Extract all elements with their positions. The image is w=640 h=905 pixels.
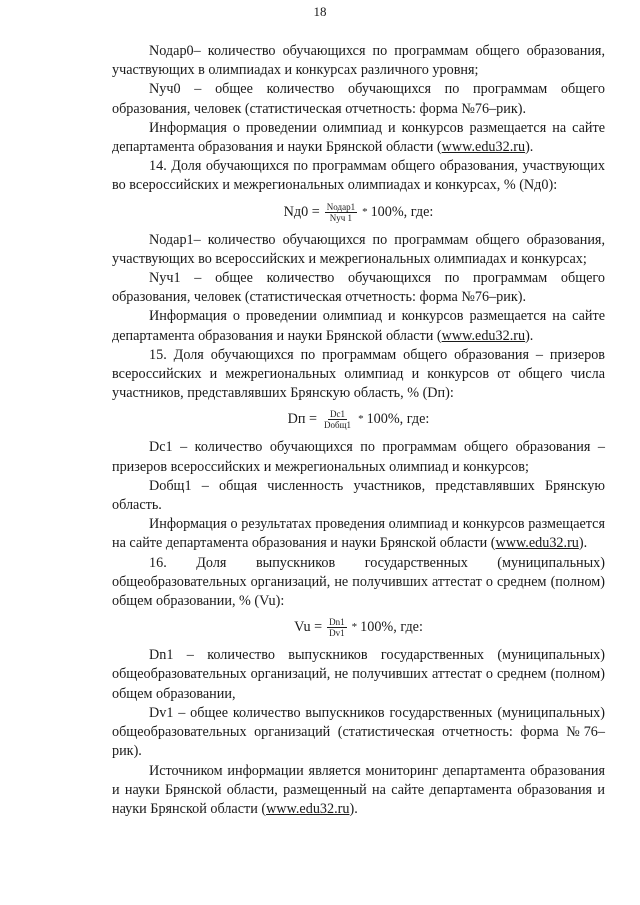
paragraph-text-end: ).	[349, 800, 358, 817]
formula-lhs: Nд0 =	[283, 203, 320, 220]
formula-vu	[112, 617, 605, 638]
formula-rhs: 100%, где:	[360, 619, 423, 636]
paragraph-dc1: Dс1 – количество обучающихся по программам общего образования – призеров всероссийских и межрегиональных олимпиад и конкурсов;	[112, 439, 605, 475]
paragraph-item-15: 15. Доля обучающихся по программам общего образования – призеров всероссийских и межрегиональных олимпиад и конкурсов от общего числа участников, представлявших Брянскую область, % (Dп):	[112, 346, 605, 402]
paragraph-info-olympiads-1	[112, 119, 605, 157]
paragraph-info-results	[112, 515, 605, 553]
paragraph-item-14: 14. Доля обучающихся по программам общего образования, участвующих во всероссийских и межрегиональных олимпиадах и конкурсах, % (Nд0):	[112, 158, 605, 194]
paragraph-text: Источником информации является мониторинг департамента образования и науки Брянской области, размещенный на сайте департамента образования и науки Брянской области (	[112, 762, 605, 817]
paragraph-text-end: ).	[578, 535, 588, 552]
paragraph-text-end: ).	[525, 139, 534, 156]
formula-lhs: Vu =	[294, 619, 323, 636]
formula-times: *	[351, 621, 358, 634]
website-link[interactable]: www.edu32.ru	[441, 327, 526, 344]
document-body	[112, 42, 605, 819]
paragraph-text-end: ).	[525, 327, 534, 344]
paragraph-nuch1: Nуч1 – общее количество обучающихся по программам общего образования, человек (статистическая отчетность: форма №76–рик).	[112, 270, 605, 306]
page-number: 18	[313, 4, 327, 19]
formula-fraction	[325, 202, 357, 223]
paragraph-text: Информация о проведении олимпиад и конкурсов размещается на сайте департамента образования и науки Брянской области (	[112, 308, 605, 344]
formula-lhs: Dп =	[287, 411, 318, 428]
formula-denominator: Dобщ1	[324, 420, 352, 431]
paragraph-text: Информация о результатах проведения олимпиад и конкурсов размещается на сайте департамента образования и науки Брянской области (	[112, 516, 605, 552]
website-link[interactable]: www.edu32.ru	[266, 800, 350, 817]
formula-nd0	[112, 202, 605, 223]
formula-rhs: 100%, где:	[366, 411, 430, 428]
formula-rhs: 100%, где:	[370, 203, 434, 220]
paragraph-nodar1: Nодар1– количество обучающихся по программам общего образования, участвующих во всероссийских и межрегиональных олимпиадах и конкурсах;	[112, 231, 605, 267]
formula-dp	[112, 409, 605, 430]
paragraph-item-16: 16. Доля выпускников государственных (муниципальных) общеобразовательных организаций, не получивших аттестат о среднем (полном) общем образовании, % (Vu):	[112, 554, 605, 610]
formula-times: *	[358, 413, 364, 426]
website-link[interactable]: www.edu32.ru	[495, 535, 579, 552]
paragraph-text: Информация о проведении олимпиад и конкурсов размещается на сайте департамента образования и науки Брянской области (	[112, 119, 605, 156]
website-link[interactable]: www.edu32.ru	[441, 139, 526, 156]
paragraph-dobsh1: Dобщ1 – общая численность участников, представлявших Брянскую область.	[112, 477, 605, 514]
paragraph-dn1: Dn1 – количество выпускников государственных (муниципальных) общеобразовательных организаций, не получивших аттестат о среднем (полном) общем образовании,	[112, 647, 605, 702]
formula-numerator: Nодар1	[326, 201, 356, 212]
paragraph-dv1: Dv1 – общее количество выпускников государственных (муниципальных) общеобразовательных организаций (статистическая отчетность: форма №76–рик).	[112, 704, 605, 760]
formula-times: *	[362, 205, 368, 218]
formula-numerator: Dс1	[330, 409, 346, 420]
formula-numerator: Dn1	[329, 617, 345, 628]
formula-fraction	[322, 409, 353, 430]
formula-denominator: Nуч 1	[329, 212, 353, 223]
paragraph-nodar0: Nодар0– количество обучающихся по программам общего образования, участвующих в олимпиадах и конкурсах различного уровня;	[112, 43, 605, 79]
paragraph-info-source	[112, 762, 605, 820]
paragraph-info-olympiads-2	[112, 307, 605, 345]
paragraph-nuch0: Nуч0 – общее количество обучающихся по программам общего образования, человек (статистическая отчетность: форма №76–рик).	[112, 81, 605, 117]
formula-denominator: Dv1	[329, 628, 345, 639]
formula-fraction	[327, 617, 347, 638]
